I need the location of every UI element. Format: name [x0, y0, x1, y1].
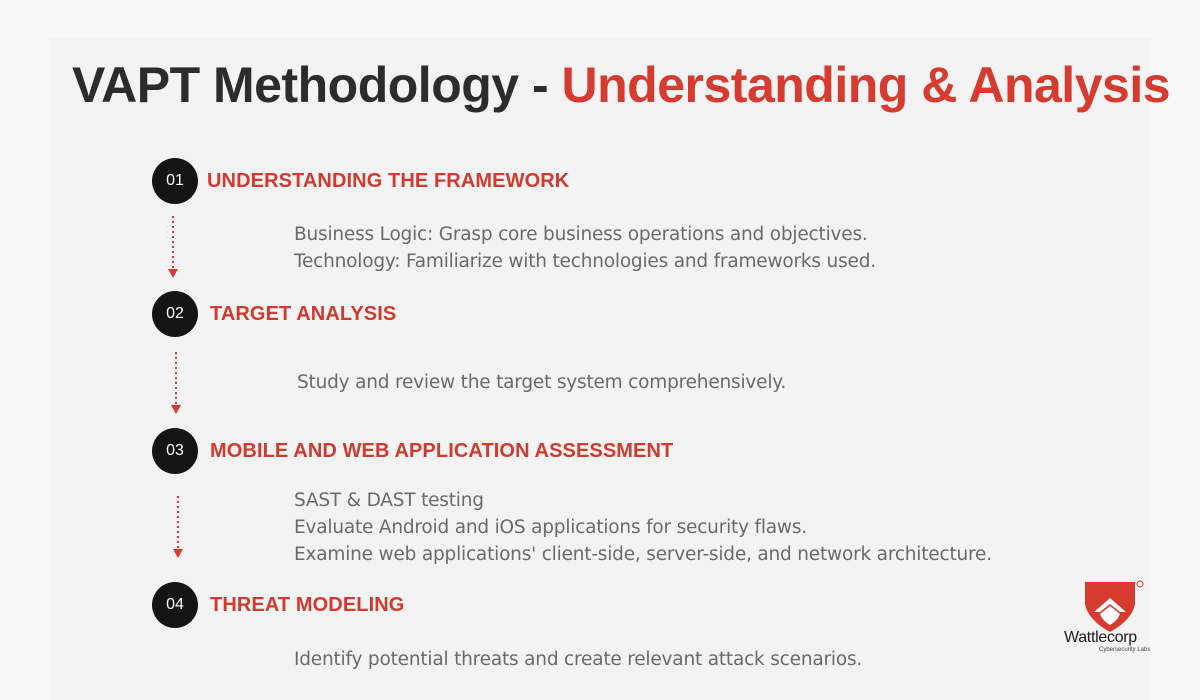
page-title	[72, 56, 1170, 114]
step-number-badge: 02	[152, 291, 198, 337]
step-heading: TARGET ANALYSIS	[210, 303, 397, 325]
logo-tagline: Cybersecurity Labs	[1099, 647, 1151, 653]
step-number-badge: 04	[152, 582, 198, 628]
description-line: SAST & DAST testing	[294, 490, 484, 511]
step-number-badge: 03	[152, 428, 198, 474]
step-number-badge: 01	[152, 158, 198, 204]
description-line: Identify potential threats and create relevant attack scenarios.	[294, 649, 863, 670]
step-description	[297, 369, 786, 396]
description-line: Examine web applications' client-side, server-side, and network architecture.	[294, 544, 992, 565]
description-line: Study and review the target system comprehensively.	[297, 372, 787, 393]
description-line: Business Logic: Grasp core business operations and objectives.	[294, 224, 868, 245]
dotted-arrow-connector	[167, 214, 179, 280]
step-heading: MOBILE AND WEB APPLICATION ASSESSMENT	[210, 440, 674, 462]
title-accent: Understanding & Analysis	[561, 57, 1171, 113]
step-heading: THREAT MODELING	[210, 594, 405, 616]
description-line: Evaluate Android and iOS applications for security flaws.	[294, 517, 807, 538]
step-description	[294, 221, 876, 275]
step-description	[294, 646, 862, 673]
step-heading: UNDERSTANDING THE FRAMEWORK	[207, 170, 570, 192]
dotted-arrow-connector	[170, 350, 182, 416]
step-description	[294, 487, 992, 568]
logo-wordmark: Wattlecorp	[1064, 629, 1137, 646]
dotted-arrow-connector	[172, 494, 184, 560]
description-line: Technology: Familiarize with technologies and frameworks used.	[294, 251, 876, 272]
title-prefix: VAPT Methodology -	[72, 57, 562, 113]
